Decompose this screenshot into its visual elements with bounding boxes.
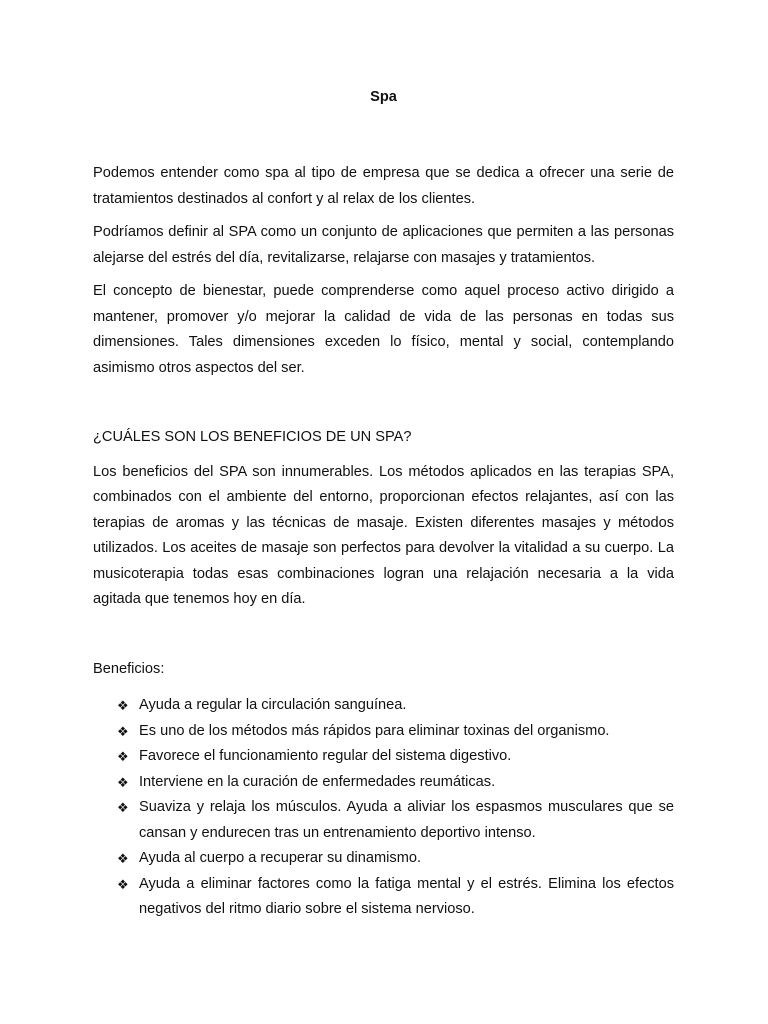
- list-item-text: Ayuda a eliminar factores como la fatiga mental y el estrés. Elimina los efectos negativos del ritmo diario sobre el sistema nervioso.: [139, 875, 674, 917]
- document-page: [93, 88, 674, 923]
- list-item-text: Ayuda al cuerpo a recuperar su dinamismo.: [139, 850, 422, 866]
- list-item: [93, 872, 674, 923]
- diamond-bullet-icon: ❖: [117, 876, 129, 892]
- diamond-bullet-icon: ❖: [117, 723, 129, 739]
- list-item-text: Interviene en la curación de enfermedades reumáticas.: [139, 773, 496, 790]
- intro-paragraph-2: Podríamos definir al SPA como un conjunto de aplicaciones que permiten a las personas alejarse del estrés del día, revitalizarse, relajarse con masajes y tratamientos.: [93, 224, 674, 266]
- list-item-text: Favorece el funcionamiento regular del sistema digestivo.: [139, 748, 512, 764]
- page-title: Spa: [370, 89, 397, 105]
- diamond-bullet-icon: ❖: [117, 698, 129, 713]
- diamond-bullet-icon: ❖: [117, 774, 129, 790]
- list-item: [93, 795, 674, 846]
- list-item: [93, 719, 674, 745]
- section-heading: ¿CUÁLES SON LOS BENEFICIOS DE UN SPA?: [93, 429, 412, 445]
- diamond-bullet-icon: ❖: [117, 800, 129, 815]
- benefits-list: [93, 693, 674, 923]
- section-paragraph: Los beneficios del SPA son innumerables. Los métodos aplicados en las terapias SPA, combinados con el ambiente del entorno, proporcionan efectos relajantes, así con las terapias de aromas y las técnicas de masaje. Existen diferentes masajes y métodos utilizados. Los aceites de masaje son perfectos para devolver la vitalidad a su cuerpo. La musicoterapia todas esas combinaciones logran una relajación necesaria a la vida agitada que tenemos hoy en día.: [93, 463, 674, 607]
- list-item-text: Suaviza y relaja los músculos. Ayuda a aliviar los espasmos musculares que se cansan y endurecen tras un entrenamiento deportivo intenso.: [139, 799, 674, 841]
- intro-paragraph-1: Podemos entender como spa al tipo de empresa que se dedica a ofrecer una serie de tratamientos destinados al confort y al relax de los clientes.: [93, 165, 674, 207]
- list-item: [93, 770, 674, 796]
- benefits-label: Beneficios:: [93, 660, 165, 677]
- intro-paragraph-3: El concepto de bienestar, puede comprenderse como aquel proceso activo dirigido a mantener, promover y/o mejorar la calidad de vida de las personas en todas sus dimensiones. Tales dimensiones exceden lo físico, mental y social, contemplando asimismo otros aspectos del ser.: [93, 283, 674, 376]
- list-item-text: Ayuda a regular la circulación sanguínea.: [139, 697, 407, 713]
- diamond-bullet-icon: ❖: [117, 851, 129, 866]
- list-item: [93, 846, 674, 872]
- list-item: [93, 744, 674, 770]
- list-item-text: Es uno de los métodos más rápidos para eliminar toxinas del organismo.: [139, 722, 610, 739]
- diamond-bullet-icon: ❖: [117, 749, 129, 764]
- list-item: [93, 693, 674, 719]
